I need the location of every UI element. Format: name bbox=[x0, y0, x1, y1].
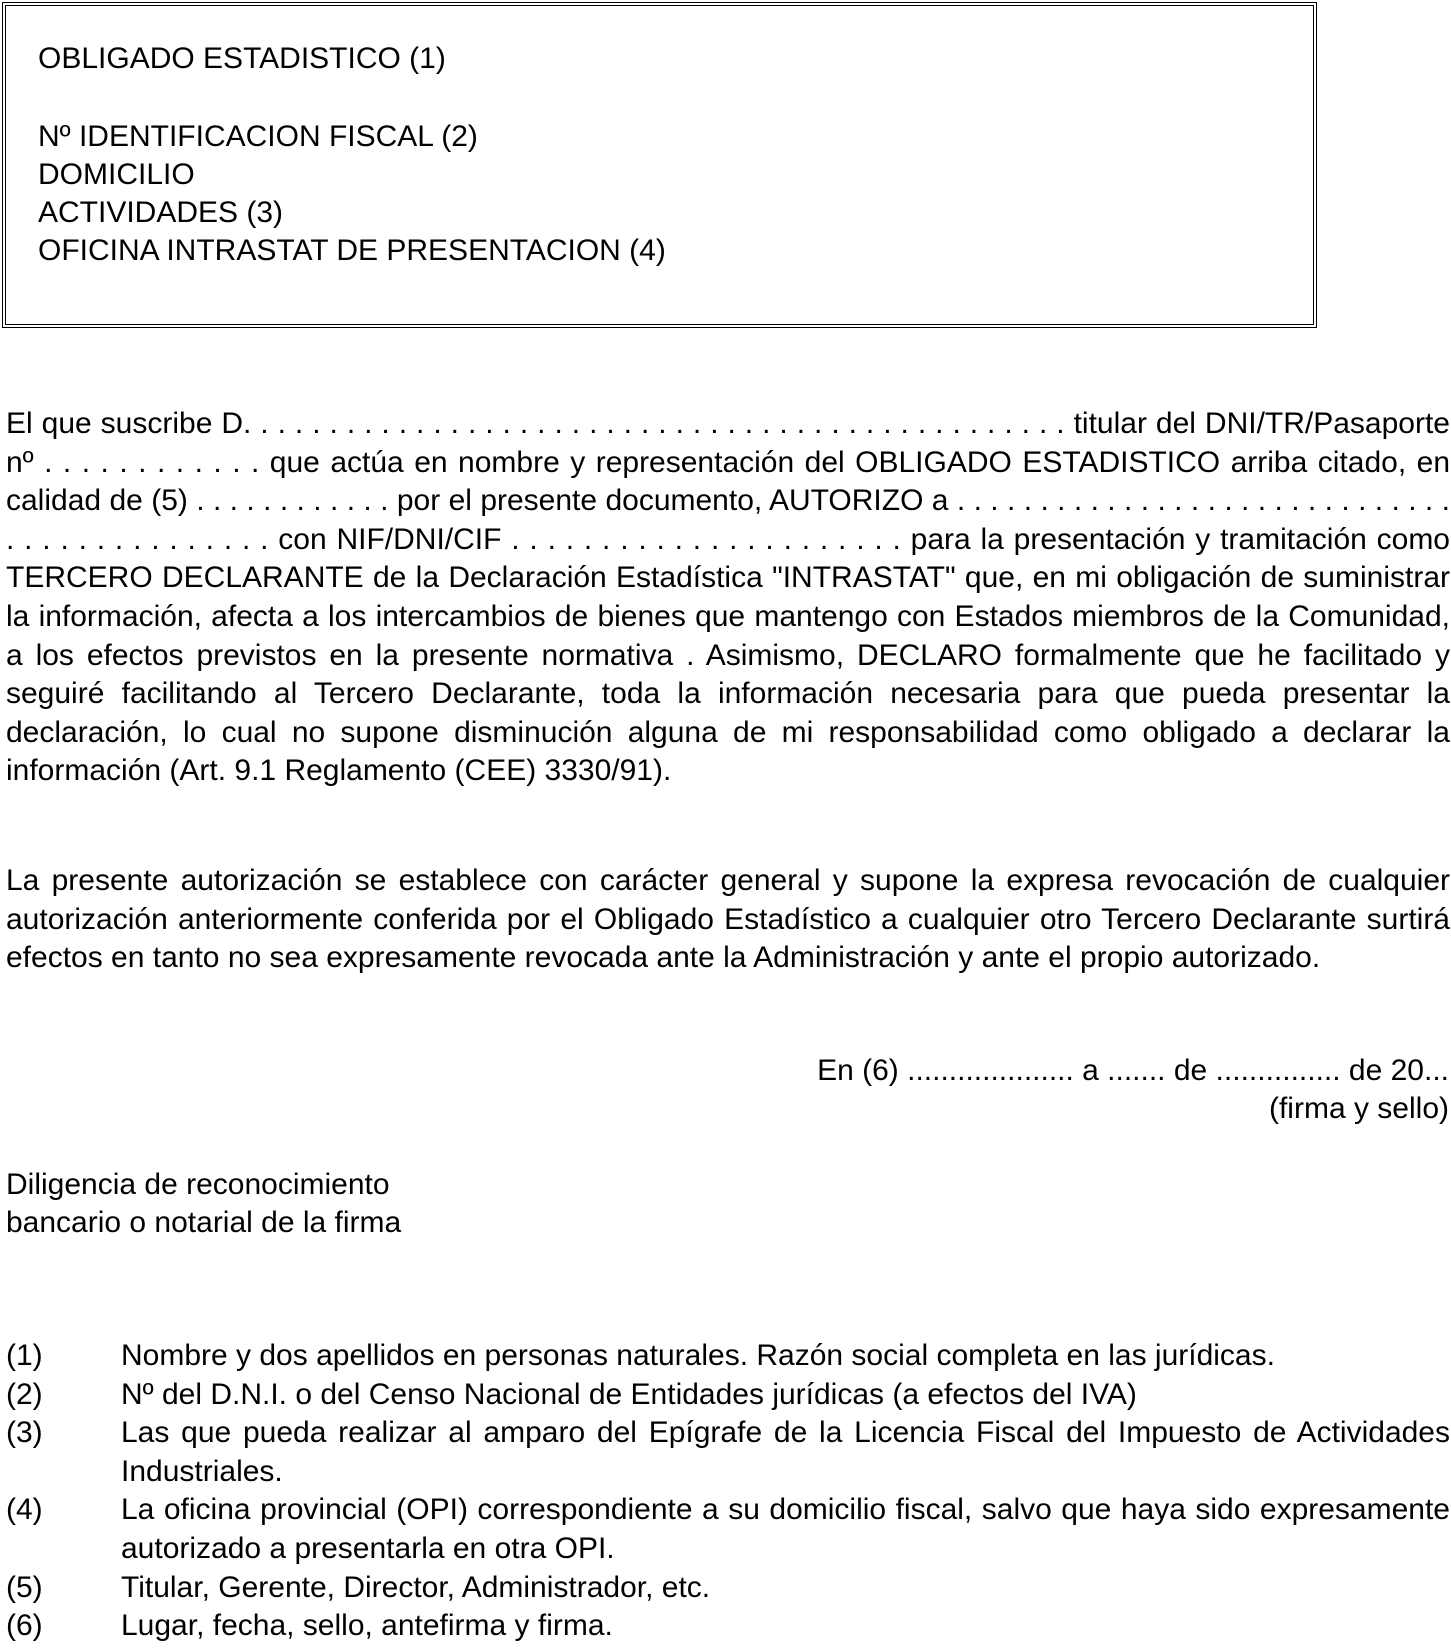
footnote-number: (6) bbox=[6, 1609, 43, 1643]
actividades-label: ACTIVIDADES (3) bbox=[38, 196, 284, 229]
footnote bbox=[6, 1491, 1450, 1568]
footnote bbox=[6, 1414, 1450, 1491]
footnote-number: (4) bbox=[6, 1493, 43, 1527]
diligencia-line-2: bancario o notarial de la firma bbox=[6, 1206, 402, 1239]
footnote-text: Las que pueda realizar al amparo del Epígrafe de la Licencia Fiscal del Impuesto de Actividades Industriales. bbox=[121, 1416, 1450, 1488]
footnote-text: Nº del D.N.I. o del Censo Nacional de Entidades jurídicas (a efectos del IVA) bbox=[121, 1377, 1137, 1411]
footnote-text: La oficina provincial (OPI) correspondiente a su domicilio fiscal, salvo que haya sido expresamente autorizado a presentarla en otra OPI. bbox=[121, 1493, 1450, 1565]
footnote-number: (3) bbox=[6, 1416, 43, 1450]
revocation-paragraph: La presente autorización se establece con carácter general y supone la expresa revocación de cualquier autorización anteriormente conferida por el Obligado Estadístico a cualquier otro Tercero Declarante surtirá efectos en tanto no sea expresamente revocada ante la Administración y ante el propio autorizado. bbox=[6, 864, 1450, 975]
obligado-info-box bbox=[2, 2, 1317, 328]
signature-label: (firma y sello) bbox=[1268, 1092, 1449, 1125]
obligado-estadistico-label: OBLIGADO ESTADISTICO (1) bbox=[38, 42, 446, 75]
footnote-text: Lugar, fecha, sello, antefirma y firma. bbox=[121, 1609, 613, 1643]
authorization-paragraph: El que suscribe D. . . . . . . . . . . . . . . . . . . . . . . . . . . . . . . . . . . . . . . . . . . . . . . . titular del DNI/TR/Pasaporte nº . . . . . . . . . . . . que actúa en nombre y representación del OBLIGADO ESTADISTICO arriba citado, en calidad de (5) . . . . . . . . . . . . por el presente documento, AUTORIZO a . . . . . . . . . . . . . . . . . . . . . . . . . . . . . . . . . . . . . . . . . . . . . con NIF/DNI/CIF . . . . . . . . . . . . . . . . . . . . . . para la presentación y tramitación como TERCERO DECLARANTE de la Declaración Estadística "INTRASTAT" que, en mi obligación de suministrar la información, afecta a los intercambios de bienes que mantengo con Estados miembros de la Comunidad, a los efectos previstos en la presente normativa . Asimismo, DECLARO formalmente que he facilitado y seguiré facilitando al Tercero Declarante, toda la información necesaria para que pueda presentar la declaración, lo cual no supone disminución alguna de mi responsabilidad como obligado a declarar la información (Art. 9.1 Reglamento (CEE) 3330/91). bbox=[6, 407, 1450, 788]
oficina-intrastat-label: OFICINA INTRASTAT DE PRESENTACION (4) bbox=[38, 234, 666, 267]
footnote-text: Nombre y dos apellidos en personas naturales. Razón social completa en las jurídicas. bbox=[121, 1339, 1275, 1372]
nif-label: Nº IDENTIFICACION FISCAL (2) bbox=[38, 120, 478, 153]
footnote-number: (2) bbox=[6, 1377, 43, 1411]
footnote bbox=[6, 1376, 1450, 1415]
diligencia-line-1: Diligencia de reconocimiento bbox=[6, 1168, 390, 1201]
footnote bbox=[6, 1607, 1450, 1646]
footnotes-list bbox=[6, 1337, 1450, 1646]
footnote-number: (1) bbox=[6, 1339, 43, 1372]
footnote-text: Titular, Gerente, Director, Administrador, etc. bbox=[121, 1570, 711, 1604]
domicilio-label: DOMICILIO bbox=[38, 158, 195, 191]
footnote-number: (5) bbox=[6, 1570, 43, 1604]
place-date-line: En (6) .................... a ....... de ............... de 20... bbox=[817, 1054, 1449, 1087]
footnote bbox=[6, 1337, 1450, 1376]
footnote bbox=[6, 1569, 1450, 1608]
